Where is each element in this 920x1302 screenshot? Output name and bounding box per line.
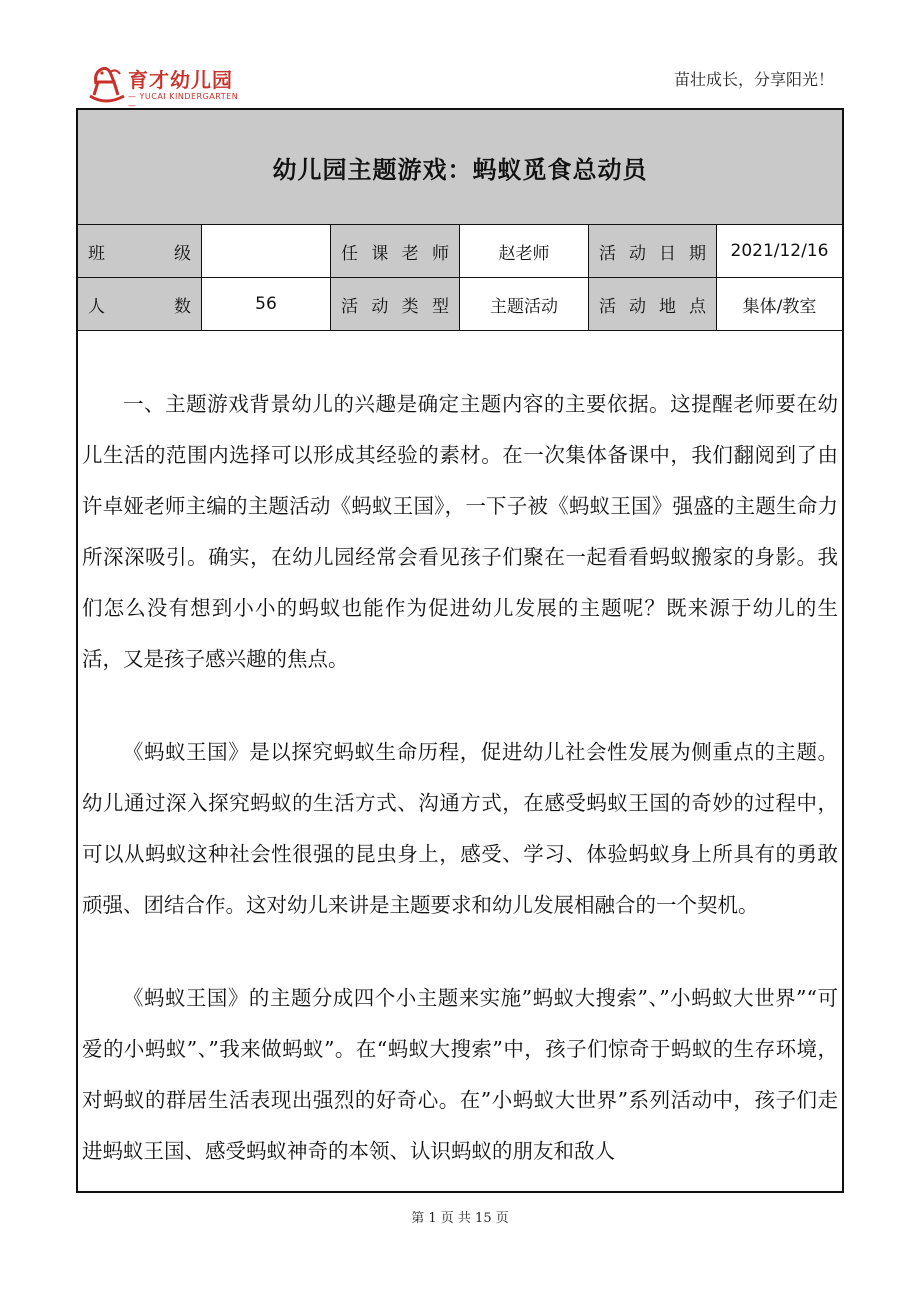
value-location: 集体/教室 bbox=[717, 278, 842, 330]
paragraph-background: 一、主题游戏背景幼儿的兴趣是确定主题内容的主要依据。这提醒老师要在幼儿生活的范围内选择可以形成其经验的素材。在一次集体备课中，我们翻阅到了由许卓娅老师主编的主题活动《蚂蚁王国》，一下子被《蚂蚁王国》强盛的主题生命力所深深吸引。确实，在幼儿园经常会看见孩子们聚在一起看看蚂蚁搬家的身影。我们怎么没有想到小小的蚂蚁也能作为促进幼儿发展的主题呢？既来源于幼儿的生活，又是孩子感兴趣的焦点。 bbox=[82, 392, 838, 671]
lesson-plan-table bbox=[76, 108, 844, 1193]
value-teacher: 赵老师 bbox=[460, 225, 589, 277]
info-row-1 bbox=[78, 225, 842, 278]
paragraph-subthemes: 《蚂蚁王国》的主题分成四个小主题来实施”蚂蚁大搜索”、”小蚂蚁大世界”“可爱的小蚂蚁”、”我来做蚂蚁”。在“蚂蚁大搜索”中，孩子们惊奇于蚂蚁的生存环境，对蚂蚁的群居生活表现出强烈的好奇心。在”小蚂蚁大世界”系列活动中，孩子们走进蚂蚁王国、感受蚂蚁神奇的本领、认识蚂蚁的朋友和敌人 bbox=[82, 986, 838, 1163]
slogan: 苗壮成长，分享阳光！ bbox=[673, 70, 834, 89]
label-class: 班 级 bbox=[78, 225, 202, 277]
value-activity-type: 主题活动 bbox=[460, 278, 589, 330]
paragraph-theme: 《蚂蚁王国》是以探究蚂蚁生命历程，促进幼儿社会性发展为侧重点的主题。幼儿通过深入探究蚂蚁的生活方式、沟通方式，在感受蚂蚁王国的奇妙的过程中，可以从蚂蚁这种社会性很强的昆虫身上，感受、学习、体验蚂蚁身上所具有的勇敢顽强、团结合作。这对幼儿来讲是主题要求和幼儿发展相融合的一个契机。 bbox=[82, 740, 838, 917]
page-footer: 第 1 页 共 15 页 bbox=[411, 1211, 509, 1226]
value-headcount: 56 bbox=[202, 278, 331, 330]
document-title: 幼儿园主题游戏：蚂蚁觅食总动员 bbox=[272, 155, 648, 184]
label-activity-type: 活 动 类 型 bbox=[331, 278, 460, 330]
value-date: 2021/12/16 bbox=[717, 225, 842, 277]
info-row-2 bbox=[78, 278, 842, 331]
page-header bbox=[0, 0, 920, 108]
label-headcount: 人 数 bbox=[78, 278, 202, 330]
logo-subtitle: — YUCAI KINDERGARTEN — bbox=[128, 92, 239, 110]
rocking-horse-icon bbox=[84, 62, 128, 104]
body-content bbox=[78, 379, 842, 1177]
value-class bbox=[202, 225, 331, 277]
label-date: 活 动 日 期 bbox=[589, 225, 717, 277]
logo-name: 育才幼儿园 bbox=[128, 68, 233, 92]
label-teacher: 任 课 老 师 bbox=[331, 225, 460, 277]
logo bbox=[84, 62, 244, 110]
label-location: 活 动 地 点 bbox=[589, 278, 717, 330]
title-row bbox=[78, 110, 842, 225]
